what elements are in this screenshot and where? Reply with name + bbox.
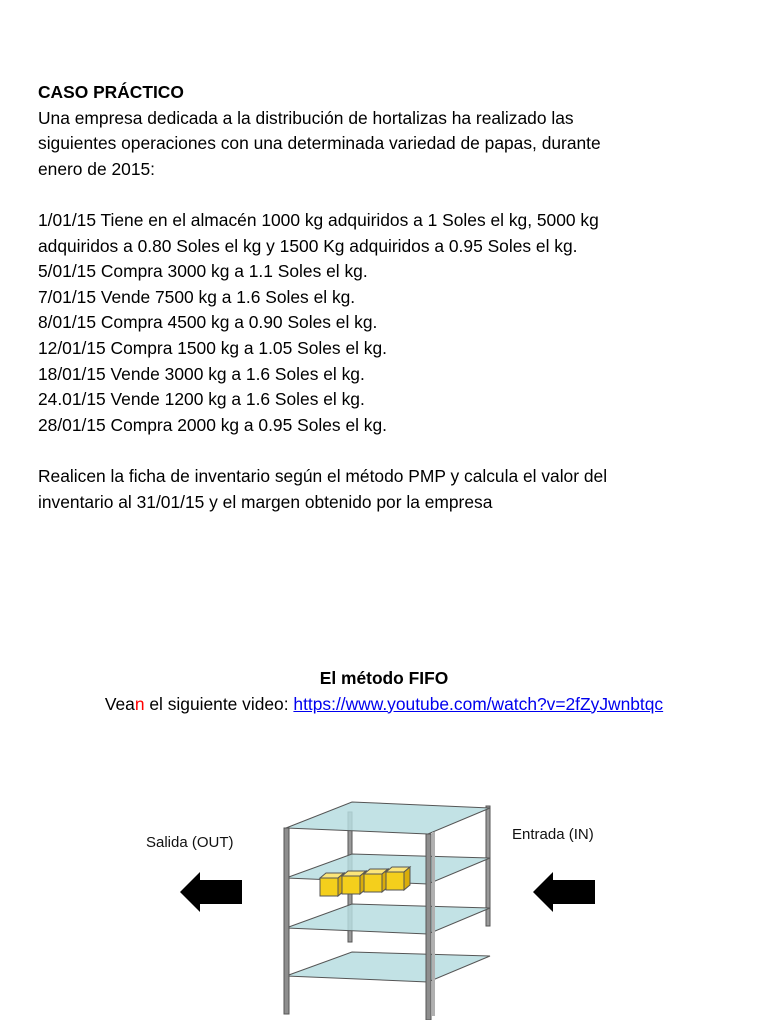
video-line <box>0 692 768 718</box>
shelf-illustration <box>140 790 620 1020</box>
box-icon <box>320 873 344 896</box>
video-prefix-rest: el siguiente video: <box>144 693 294 714</box>
operation-line: 8/01/15 Compra 4500 kg a 0.90 Soles el kg. <box>38 312 378 333</box>
operation-line: adquiridos a 0.80 Soles el kg y 1500 Kg adquiridos a 0.95 Soles el kg. <box>38 235 578 256</box>
box-icon <box>364 869 388 892</box>
left-arrow-icon <box>180 872 242 912</box>
case-document <box>38 80 738 515</box>
intro-line: enero de 2015: <box>38 158 156 179</box>
operations-list <box>38 208 738 438</box>
intro-line: siguientes operaciones con una determinada variedad de papas, durante <box>38 133 601 154</box>
operation-line: 1/01/15 Tiene en el almacén 1000 kg adquiridos a 1 Soles el kg, 5000 kg <box>38 209 599 230</box>
video-prefix: Vea <box>104 693 135 714</box>
shelf-bottom <box>286 952 490 982</box>
operation-line: 7/01/15 Vende 7500 kg a 1.6 Soles el kg. <box>38 286 356 307</box>
case-title: CASO PRÁCTICO <box>38 82 184 102</box>
operation-line: 18/01/15 Vende 3000 kg a 1.6 Soles el kg. <box>38 363 365 384</box>
operation-line: 5/01/15 Compra 3000 kg a 1.1 Soles el kg. <box>38 261 368 282</box>
box-icon <box>342 871 366 894</box>
fifo-shelf-figure <box>140 790 620 1020</box>
right-arrow-icon <box>533 872 595 912</box>
shelf-lower <box>286 904 490 934</box>
fifo-section <box>0 666 768 717</box>
shelf-unit <box>284 802 490 1020</box>
task-line: Realicen la ficha de inventario según el método PMP y calcula el valor del <box>38 465 608 486</box>
label-out: Salida (OUT) <box>146 834 234 851</box>
fifo-title: El método FIFO <box>319 668 449 688</box>
operation-line: 24.01/15 Vende 1200 kg a 1.6 Soles el kg. <box>38 389 365 410</box>
video-link[interactable]: https://www.youtube.com/watch?v=2fZyJwnbtqc <box>293 693 664 714</box>
shelf-top <box>286 802 490 834</box>
box-icon <box>386 867 410 890</box>
task-line: inventario al 31/01/15 y el margen obtenido por la empresa <box>38 491 493 512</box>
operation-line: 12/01/15 Compra 1500 kg a 1.05 Soles el kg. <box>38 337 388 358</box>
label-in: Entrada (IN) <box>512 826 594 843</box>
video-prefix-highlight: n <box>134 693 145 714</box>
spacer <box>38 182 738 208</box>
operation-line: 28/01/15 Compra 2000 kg a 0.95 Soles el kg. <box>38 414 388 435</box>
spacer <box>38 438 738 464</box>
intro-line: Una empresa dedicada a la distribución de hortalizas ha realizado las <box>38 107 574 128</box>
